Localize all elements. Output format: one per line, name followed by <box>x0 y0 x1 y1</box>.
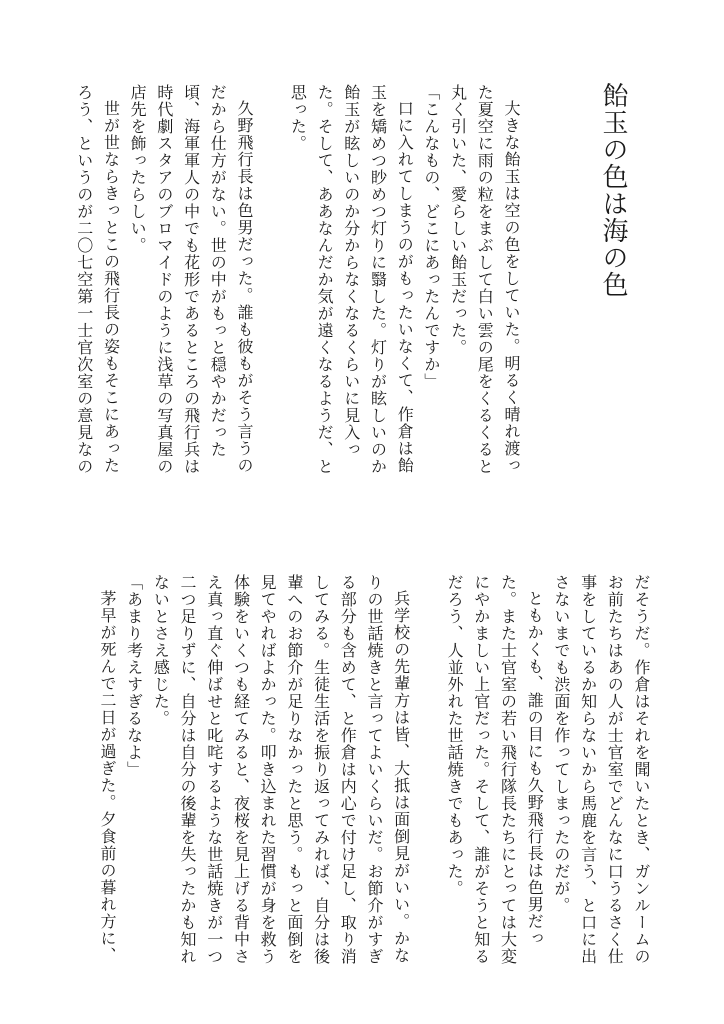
paragraph-dialogue: 「あまり考えすぎるなよ」 <box>124 574 144 778</box>
page-title: 飴玉の色は海の色 <box>598 82 628 298</box>
paragraph: だそうだ。作倉はそれを聞いたとき、ガンルームのお前たちはあの人が士官室でどんなに口うるさく仕事をしているか知らないから馬鹿を言う、と口に出さないまでも渋面を作ってしまったのだが。 <box>551 574 651 965</box>
paragraph-blank <box>414 574 441 974</box>
paragraph: ともかくも、誰の目にも久野飛行長は色男だった。また士官室の若い飛行隊長たちにとっては大変にやかましい上官だった。そして、誰がそうと知るだろう、人並外れた世話焼きでもあった。 <box>445 574 545 965</box>
paragraph: 大きな飴玉は空の色をしていた。明るく晴れ渡った夏空に雨の粒をまぶして白い雲の尾をくるくると丸く引いた、愛らしい飴玉だった。 <box>448 84 521 475</box>
paragraph: 口に入れてしまうのがもったいなくて、作倉は飴玉を矯めつ眇めつ灯りに翳した。灯りが眩しいのか飴玉が眩しいのか分からなくなるくらいに見入った。そして、ああなんだか気が遠くなるようだ、と思った。 <box>288 84 415 475</box>
paragraph-blank <box>257 84 284 484</box>
paragraph: 兵学校の先輩方は皆、大抵は面倒見がいい。かなりの世話焼きと言ってよいくらいだ。お節介がすぎる部分も含めて、と作倉は内心で付け足し、取り消してみる。生徒生活を振り返ってみれば、自分は後輩へのお節介が足りなかったと思う。もっと面倒を見てやればよかった。叩き込まれた習慣が身を救う体験をいくつも経てみると、夜桜を見上げる背中さえ真っ直ぐ伸ばせと叱咤するような世話焼きが一つ二つ足りずに、自分は自分の後輩を失ったかも知れないとさえ感じた。 <box>151 574 411 965</box>
paragraph: 茅早が死んで二日が過ぎた。夕食前の暮れ方に、 <box>97 590 117 964</box>
paragraph: 世が世ならきっとこの飛行長の姿もそこにあったろう、というのが二〇七空第一士官次室の意見なの <box>74 84 121 475</box>
paragraph-dialogue: 「こんなもの、どこにあったんですか」 <box>421 84 441 390</box>
text-block-bottom <box>54 574 654 974</box>
text-block-top <box>54 84 524 484</box>
paragraph: 久野飛行長は色男だった。誰も彼もがそう言うのだから仕方がない。世の中がもっと穏やかだった頃、海軍軍人の中でも花形であるところの飛行兵は時代劇スタアのブロマイドのように浅草の写真屋の店先を飾ったらしい。 <box>128 84 254 475</box>
